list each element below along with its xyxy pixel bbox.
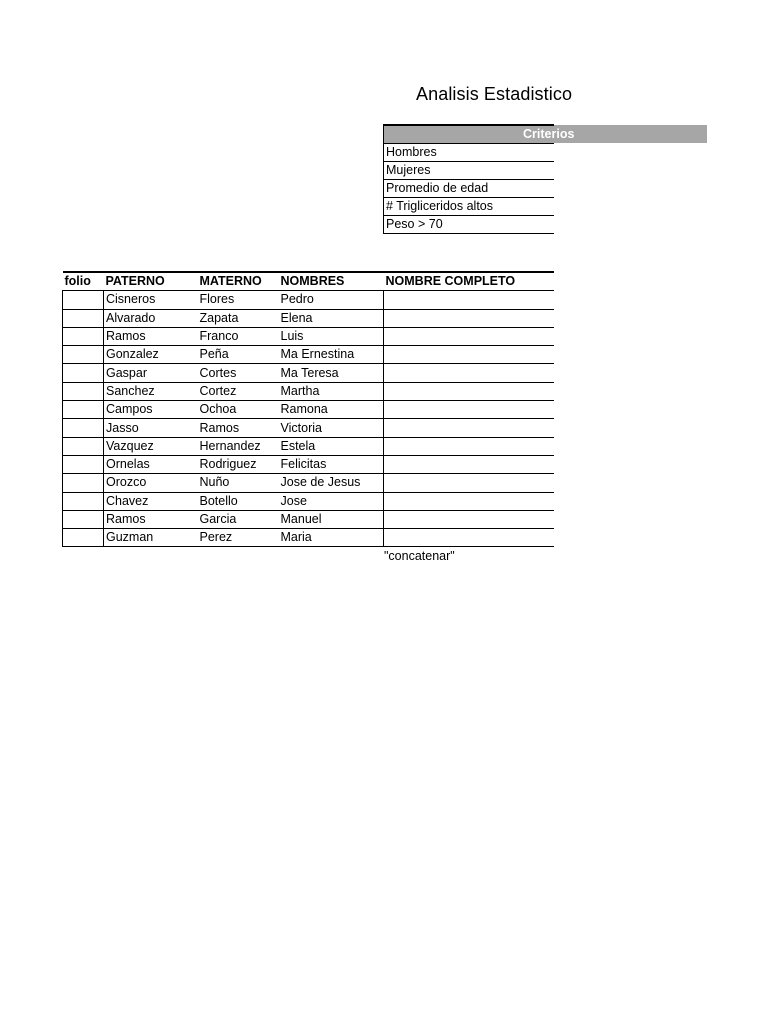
cell-paterno[interactable]: Guzman bbox=[104, 529, 198, 547]
column-header-materno: MATERNO bbox=[198, 272, 279, 291]
table-row bbox=[63, 529, 554, 547]
cell-materno[interactable]: Ochoa bbox=[198, 401, 279, 419]
cell-paterno[interactable]: Chavez bbox=[104, 492, 198, 510]
cell-materno[interactable]: Botello bbox=[198, 492, 279, 510]
cell-folio[interactable] bbox=[63, 419, 104, 437]
cell-folio[interactable] bbox=[63, 437, 104, 455]
criteria-row-mujeres[interactable]: Mujeres bbox=[384, 162, 554, 180]
table-row bbox=[63, 346, 554, 364]
cell-paterno[interactable]: Vazquez bbox=[104, 437, 198, 455]
criteria-row-peso[interactable]: Peso > 70 bbox=[384, 216, 554, 234]
cell-paterno[interactable]: Ornelas bbox=[104, 455, 198, 473]
cell-nombres[interactable]: Ma Teresa bbox=[279, 364, 384, 382]
column-header-paterno: PATERNO bbox=[104, 272, 198, 291]
cell-paterno[interactable]: Orozco bbox=[104, 474, 198, 492]
criteria-table bbox=[383, 124, 575, 234]
cell-folio[interactable] bbox=[63, 382, 104, 400]
cell-folio[interactable] bbox=[63, 474, 104, 492]
cell-paterno[interactable]: Alvarado bbox=[104, 309, 198, 327]
cell-materno[interactable]: Franco bbox=[198, 327, 279, 345]
cell-materno[interactable]: Flores bbox=[198, 291, 279, 309]
column-header-folio: folio bbox=[63, 272, 104, 291]
cell-nombres[interactable]: Estela bbox=[279, 437, 384, 455]
cell-materno[interactable]: Perez bbox=[198, 529, 279, 547]
cell-folio[interactable] bbox=[63, 401, 104, 419]
cell-paterno[interactable]: Ramos bbox=[104, 327, 198, 345]
cell-folio[interactable] bbox=[63, 327, 104, 345]
cell-nombre-completo[interactable] bbox=[384, 364, 554, 382]
table-row bbox=[63, 291, 554, 309]
table-row bbox=[63, 474, 554, 492]
cell-folio[interactable] bbox=[63, 346, 104, 364]
cell-nombre-completo[interactable] bbox=[384, 510, 554, 528]
cell-nombre-completo[interactable] bbox=[384, 474, 554, 492]
cell-paterno[interactable]: Campos bbox=[104, 401, 198, 419]
cell-folio[interactable] bbox=[63, 492, 104, 510]
cell-paterno[interactable]: Ramos bbox=[104, 510, 198, 528]
criteria-row-promedio-edad[interactable]: Promedio de edad bbox=[384, 180, 554, 198]
table-row bbox=[63, 455, 554, 473]
criteria-header-extension bbox=[553, 125, 707, 143]
cell-nombres[interactable]: Pedro bbox=[279, 291, 384, 309]
cell-nombre-completo[interactable] bbox=[384, 492, 554, 510]
cell-nombres[interactable]: Ramona bbox=[279, 401, 384, 419]
cell-nombres[interactable]: Elena bbox=[279, 309, 384, 327]
cell-nombre-completo[interactable] bbox=[384, 419, 554, 437]
table-row bbox=[63, 364, 554, 382]
sheet-title-clip bbox=[416, 80, 573, 108]
names-table bbox=[62, 271, 554, 547]
cell-materno[interactable]: Garcia bbox=[198, 510, 279, 528]
cell-nombres[interactable]: Jose de Jesus bbox=[279, 474, 384, 492]
cell-materno[interactable]: Zapata bbox=[198, 309, 279, 327]
cell-folio[interactable] bbox=[63, 455, 104, 473]
sheet-title: Analisis Estadistico bbox=[416, 84, 573, 104]
cell-nombre-completo[interactable] bbox=[384, 327, 554, 345]
column-header-nombres: NOMBRES bbox=[279, 272, 384, 291]
cell-materno[interactable]: Peña bbox=[198, 346, 279, 364]
cell-materno[interactable]: Ramos bbox=[198, 419, 279, 437]
cell-folio[interactable] bbox=[63, 364, 104, 382]
table-header-row bbox=[63, 272, 554, 291]
cell-materno[interactable]: Cortes bbox=[198, 364, 279, 382]
cell-paterno[interactable]: Jasso bbox=[104, 419, 198, 437]
cell-materno[interactable]: Cortez bbox=[198, 382, 279, 400]
cell-materno[interactable]: Rodriguez bbox=[198, 455, 279, 473]
table-row bbox=[63, 492, 554, 510]
cell-nombres[interactable]: Victoria bbox=[279, 419, 384, 437]
column-header-nombre-completo: NOMBRE COMPLETO bbox=[384, 272, 554, 291]
cell-nombres[interactable]: Martha bbox=[279, 382, 384, 400]
table-row bbox=[63, 382, 554, 400]
table-row bbox=[63, 327, 554, 345]
cell-nombre-completo[interactable] bbox=[384, 401, 554, 419]
cell-nombre-completo[interactable] bbox=[384, 309, 554, 327]
table-row bbox=[63, 510, 554, 528]
criteria-header: Criterios bbox=[384, 125, 554, 144]
cell-nombres[interactable]: Manuel bbox=[279, 510, 384, 528]
criteria-row-trigliceridos[interactable]: # Trigliceridos altos bbox=[384, 198, 554, 216]
cell-nombre-completo[interactable] bbox=[384, 291, 554, 309]
cell-nombre-completo[interactable] bbox=[384, 346, 554, 364]
cell-nombres[interactable]: Luis bbox=[279, 327, 384, 345]
cell-paterno[interactable]: Cisneros bbox=[104, 291, 198, 309]
cell-nombres[interactable]: Maria bbox=[279, 529, 384, 547]
cell-paterno[interactable]: Gonzalez bbox=[104, 346, 198, 364]
cell-materno[interactable]: Nuño bbox=[198, 474, 279, 492]
cell-folio[interactable] bbox=[63, 309, 104, 327]
table-row bbox=[63, 437, 554, 455]
cell-folio[interactable] bbox=[63, 291, 104, 309]
cell-nombre-completo[interactable] bbox=[384, 437, 554, 455]
cell-nombre-completo[interactable] bbox=[384, 455, 554, 473]
cell-nombre-completo[interactable] bbox=[384, 529, 554, 547]
cell-nombres[interactable]: Ma Ernestina bbox=[279, 346, 384, 364]
cell-materno[interactable]: Hernandez bbox=[198, 437, 279, 455]
cell-nombres[interactable]: Felicitas bbox=[279, 455, 384, 473]
concatenar-note: "concatenar" bbox=[384, 549, 455, 563]
table-row bbox=[63, 419, 554, 437]
criteria-row-hombres[interactable]: Hombres bbox=[384, 144, 554, 162]
cell-paterno[interactable]: Sanchez bbox=[104, 382, 198, 400]
cell-nombres[interactable]: Jose bbox=[279, 492, 384, 510]
cell-paterno[interactable]: Gaspar bbox=[104, 364, 198, 382]
table-row bbox=[63, 401, 554, 419]
cell-folio[interactable] bbox=[63, 529, 104, 547]
cell-nombre-completo[interactable] bbox=[384, 382, 554, 400]
cell-folio[interactable] bbox=[63, 510, 104, 528]
table-row bbox=[63, 309, 554, 327]
